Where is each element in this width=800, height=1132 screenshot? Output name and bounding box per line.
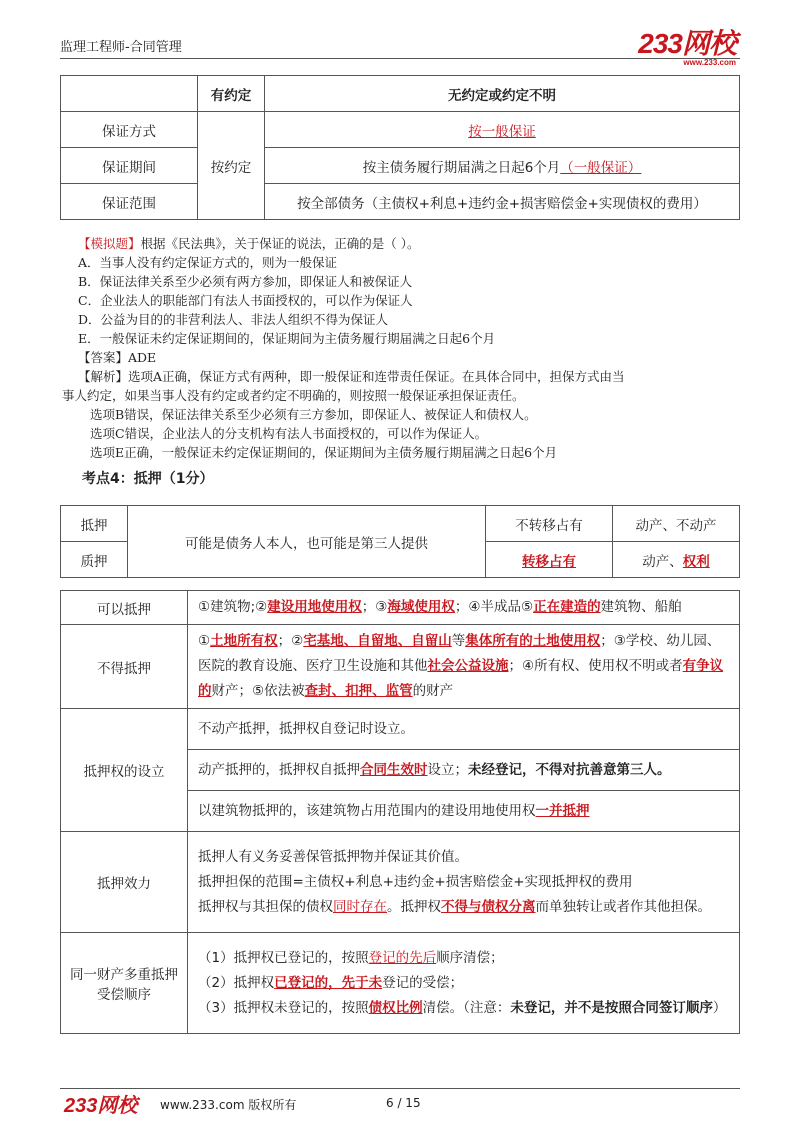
merged-cell: 按约定 [198,112,265,220]
row-label: 质押 [61,542,128,578]
analysis: 【解析】选项A正确，保证方式有两种，即一般保证和连带责任保证。在具体合同中，担保方式由当 [78,369,625,384]
footer-logo[interactable]: 233网校 [64,1095,138,1117]
row-label: 不得抵押 [61,625,188,709]
mortgage-detail-table: 可以抵押 ①建筑物;②建设用地使用权；③海域使用权；④半成品⑤正在建造的建筑物、船舶 不得抵押 ①土地所有权；②宅基地、自留地、自留山等集体所有的土地使用权；③学校、幼儿园、医院的教育设施、医疗卫生设施和其他社会公益设施；④所有权、使用权不明或者有争议的财产；⑤依法被查封、扣押、监管的财产 抵押权的设立 不动产抵押，抵押权自登记时设立。 动产抵押的，抵押权自抵押合同生效时设立；未经登记，不得对抗善意第三人。 以建筑物抵押的，该建筑物占用范围内的建设用地使用权一并抵押 抵押效力 抵押人有义务妥善保管抵押物并保证其价值。 抵押担保的范围=主债权+利息+违约金+损害赔偿金+实现抵押权的费用 抵押权与其担保的债权同时存在。抵押权不得与债权分离而单独转让或者作其他担保。 同一财产多重抵押受偿顺序 （1）抵押权已登记的，按照登记的先后顺序清偿； （2）抵押权已登记的，先于未登记的受偿； （3）抵押权未登记的，按照债权比例清偿。（注意：未登记，并不是按照合同签订顺序） [60,590,740,1034]
analysis: 选项E正确，一般保证未约定保证期间的，保证期间为主债务履行期届满之日起6个月 [90,445,558,460]
row-label: 抵押 [61,506,128,542]
option: C．企业法人的职能部门有法人书面授权的，可以作为保证人 [78,293,413,308]
mortgage-pledge-table: 抵押 可能是债务人本人，也可能是第三人提供 不转移占有 动产、不动产 质押 转移占有 动产、权利 [60,505,740,578]
shared-cell: 可能是债务人本人，也可能是第三人提供 [128,506,486,578]
row-label: 同一财产多重抵押受偿顺序 [61,933,188,1034]
option: D．公益为目的的非营利法人、非法人组织不得为保证人 [78,312,389,327]
col-no-agreement: 无约定或约定不明 [265,76,740,112]
row-label: 保证范围 [61,184,198,220]
row-label: 可以抵押 [61,591,188,625]
guarantee-table: 有约定 无约定或约定不明 保证方式 按约定 按一般保证 保证期间 按主债务履行期届满之日起6个月（一般保证） 保证范围 按全部债务（主债权+利息+违约金+损害赔偿金+实现债权的费用） [60,75,740,220]
header-title: 监理工程师-合同管理 [60,40,182,55]
header-divider [60,58,740,59]
brand-logo[interactable]: 233网校 www.233.com [638,28,736,67]
analysis: 事人约定，如果当事人没有约定或者约定不明确的，则按照一般保证承担保证责任。 [62,388,525,403]
highlight: 按一般保证 [468,123,536,140]
section-heading: 考点4：抵押（1分） [82,471,214,487]
answer: 【答案】ADE [78,350,157,365]
col-has-agreement: 有约定 [198,76,265,112]
row-label: 抵押权的设立 [61,709,188,832]
row-label: 保证期间 [61,148,198,184]
row-label: 抵押效力 [61,832,188,933]
footer-website[interactable]: www.233.com 版权所有 [160,1098,297,1112]
option: B．保证法律关系至少必须有两方参加，即保证人和被保证人 [78,274,413,289]
option: A．当事人没有约定保证方式的，则为一般保证 [78,255,338,270]
page-number: 6 / 15 [386,1096,421,1110]
question: 【模拟题】根据《民法典》，关于保证的说法，正确的是（ ）。 [78,236,420,251]
footer-divider [60,1088,740,1089]
analysis: 选项C错误，企业法人的分支机构有法人书面授权的，可以作为保证人。 [90,426,488,441]
option: E．一般保证未约定保证期间的，保证期间为主债务履行期届满之日起6个月 [78,331,496,346]
analysis: 选项B错误，保证法律关系至少必须有三方参加，即保证人、被保证人和债权人。 [90,407,537,422]
row-label: 保证方式 [61,112,198,148]
